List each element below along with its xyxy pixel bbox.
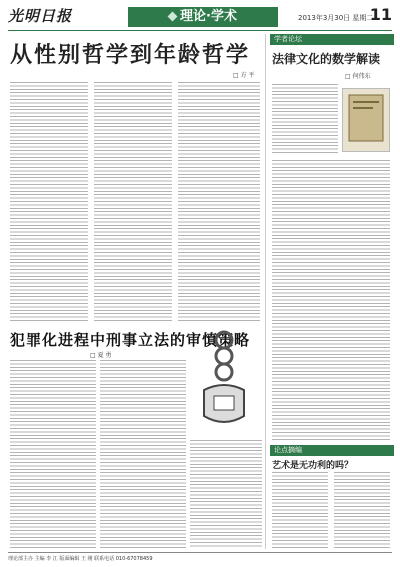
sidebar-article-column-main <box>272 160 390 440</box>
main-article-column-2 <box>94 82 172 322</box>
sidebar-article-column-top <box>272 84 338 154</box>
section-band <box>128 7 278 27</box>
page-number: 11 <box>369 5 392 24</box>
main-article-title: 从性别哲学到年龄哲学 <box>10 42 251 68</box>
crime-article-title: 犯罪化进程中刑事立法的审慎策略 <box>10 331 251 349</box>
book-photo <box>342 88 390 152</box>
opinion-article-title: 艺术是无功利的吗？ <box>272 461 354 471</box>
sidebar-article-byline: □ 何伟东 <box>345 73 371 80</box>
main-article-byline: □ 方 平 <box>233 72 255 79</box>
opinion-column-1 <box>272 472 328 548</box>
crime-article-column-2 <box>100 360 186 548</box>
opinion-column-2 <box>334 472 390 548</box>
masthead <box>8 5 392 29</box>
diamond-icon <box>168 12 178 22</box>
column-divider <box>265 34 266 549</box>
handcuff-chain-illustration <box>190 328 258 436</box>
main-article-column-1 <box>10 82 88 322</box>
paper-name: 光明日报 <box>8 7 73 25</box>
sidebar-article-title: 法律文化的数学解读 <box>272 52 381 66</box>
crime-article-column-3 <box>190 440 262 548</box>
crime-article-column-1 <box>10 360 96 548</box>
section-label: 理论·学术 <box>180 9 237 24</box>
header-rule <box>8 30 392 31</box>
page-footer: 理论部主办 主编 李 江 版面编辑 王 刚 联系电话 010-67078459 <box>8 552 392 562</box>
issue-date: 2013年3月30日 星期二 <box>298 14 374 22</box>
main-article-column-3 <box>178 82 260 322</box>
sidebar-section-tag: 学者论坛 <box>270 34 394 45</box>
opinion-section-tag: 论点摘编 <box>270 445 394 456</box>
crime-article-byline: □ 夏 勇 <box>90 352 112 359</box>
